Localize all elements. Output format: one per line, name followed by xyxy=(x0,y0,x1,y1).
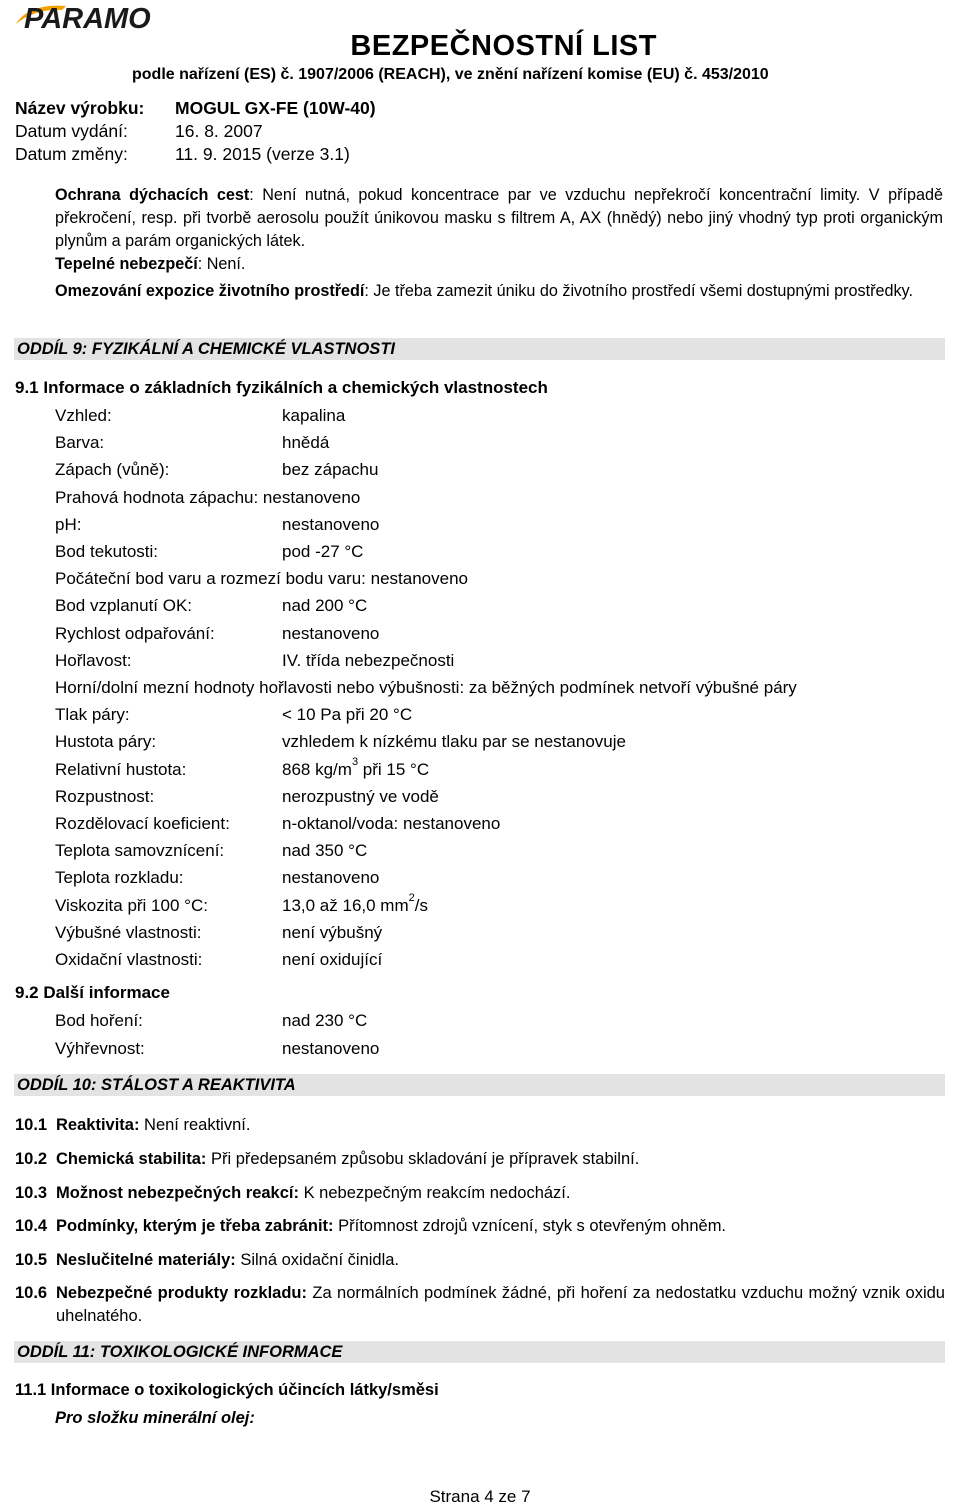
property-label: Prahová hodnota zápachu: nestanoveno xyxy=(55,487,361,507)
item-label: Nebezpečné produkty rozkladu: xyxy=(56,1284,307,1302)
thermal-hazard xyxy=(55,253,943,276)
environmental-exposure xyxy=(55,280,943,303)
property-value: nestanoveno xyxy=(282,1038,380,1058)
reactivity-item xyxy=(15,1148,945,1171)
property-label: Viskozita při 100 °C: xyxy=(55,895,208,915)
property-label: Zápach (vůně): xyxy=(55,460,170,480)
item-text: Přítomnost zdrojů vznícení, styk s otevřeným ohněm. xyxy=(333,1217,727,1235)
env-text: : Je třeba zamezit úniku do životního prostředí všemi dostupnými prostředky. xyxy=(364,282,913,300)
item-number: 10.4 xyxy=(15,1217,48,1235)
section-10-header: ODDÍL 10: STÁLOST A REAKTIVITA xyxy=(14,1074,945,1096)
reactivity-item xyxy=(15,1282,945,1328)
property-value: nad 350 °C xyxy=(282,841,368,861)
paramo-logo xyxy=(14,2,206,32)
item-number: 10.5 xyxy=(15,1251,48,1269)
property-label: Teplota samovznícení: xyxy=(55,841,225,861)
product-label: Název výrobku: xyxy=(15,98,145,118)
item-text: Za normálních podmínek žádné, při hoření za nedostatku vzduchu možný vznik oxidu uhelnatého. xyxy=(56,1284,945,1325)
item-text: Silná oxidační činidla. xyxy=(235,1251,400,1269)
property-label: Teplota rozkladu: xyxy=(55,868,184,888)
property-label: Výbušné vlastnosti: xyxy=(55,922,202,942)
item-label: Chemická stabilita: xyxy=(56,1150,207,1168)
env-label: Omezování expozice životního prostředí xyxy=(55,282,365,300)
property-value: IV. třída nebezpečnosti xyxy=(282,650,455,670)
thermal-text: : Není. xyxy=(197,255,246,273)
property-label: Tlak páry: xyxy=(55,705,130,725)
property-label: Počáteční bod varu a rozmezí bodu varu: nestanoveno xyxy=(55,569,468,589)
property-value: není oxidující xyxy=(282,950,383,969)
property-value: kapalina xyxy=(282,406,346,425)
property-value: 13,0 až 16,0 $mm^2/s$ xyxy=(282,891,428,915)
property-label: Horní/dolní mezní hodnoty hořlavosti nebo výbušnosti: za běžných podmínek netvoří výbušné páry xyxy=(55,678,797,697)
item-text: K nebezpečným reakcím nedochází. xyxy=(298,1184,571,1202)
item-text: Není reaktivní. xyxy=(139,1116,251,1134)
mineral-oil-note: Pro složku minerální olej: xyxy=(55,1409,255,1427)
property-label: Bod vzplanutí OK: xyxy=(55,596,193,616)
item-label: Podmínky, kterým je třeba zabránit: xyxy=(56,1217,334,1235)
item-number: 10.3 xyxy=(15,1184,48,1202)
thermal-label: Tepelné nebezpečí xyxy=(55,255,198,273)
item-label: Možnost nebezpečných reakcí: xyxy=(56,1184,299,1202)
page-number: Strana 4 ze 7 xyxy=(429,1487,531,1506)
product-value: MOGUL GX-FE (10W-40) xyxy=(175,98,376,118)
svg-text:PARAMO: PARAMO xyxy=(24,3,151,32)
property-value: nestanoveno xyxy=(282,623,380,643)
reactivity-item xyxy=(15,1114,945,1137)
property-label: pH: xyxy=(55,514,82,534)
document-title: BEZPEČNOSTNÍ LIST xyxy=(350,30,657,62)
property-value: vzhledem k nízkému tlaku par se nestanovuje xyxy=(282,732,626,752)
property-value: nerozpustný ve vodě xyxy=(282,786,439,806)
property-value: nestanoveno xyxy=(282,514,380,534)
property-value: pod -27 °C xyxy=(282,542,364,561)
reactivity-item xyxy=(15,1182,945,1205)
property-label: Hustota páry: xyxy=(55,732,157,752)
property-value: n-oktanol/voda: nestanoveno xyxy=(282,814,501,833)
issued-label: Datum vydání: xyxy=(15,121,128,141)
property-label: Barva: xyxy=(55,433,105,453)
property-label: Oxidační vlastnosti: xyxy=(55,950,203,969)
property-value: < 10 Pa při 20 °C xyxy=(282,705,413,725)
reactivity-item xyxy=(15,1249,945,1272)
issued-row xyxy=(15,121,263,142)
property-label: Rozpustnost: xyxy=(55,786,155,806)
property-value: nestanoveno xyxy=(282,868,380,888)
subsection-11-1: 11.1 Informace o toxikologických účincích látky/směsi xyxy=(15,1381,439,1399)
property-label: Relativní hustota: xyxy=(55,759,187,779)
subsection-9-1: 9.1 Informace o základních fyzikálních a chemických vlastnostech xyxy=(15,378,548,397)
item-number: 10.2 xyxy=(15,1150,48,1168)
changed-row xyxy=(15,144,350,165)
property-value: 868 $kg/m^3$ při 15 °C xyxy=(282,755,430,779)
property-value: bez zápachu xyxy=(282,460,379,480)
property-value: nad 200 °C xyxy=(282,596,368,616)
respiratory-text-1: : Není nutná, pokud koncentrace par ve vzduchu nepřekročí koncentrační limity. xyxy=(249,186,861,204)
section-9-header: ODDÍL 9: FYZIKÁLNÍ A CHEMICKÉ VLASTNOSTI xyxy=(14,338,945,360)
item-number: 10.1 xyxy=(15,1116,48,1134)
property-label: Rozdělovací koeficient: xyxy=(55,814,230,833)
property-label: Rychlost odpařování: xyxy=(55,623,215,643)
property-value: není výbušný xyxy=(282,922,383,942)
document-subtitle: podle nařízení (ES) č. 1907/2006 (REACH), ve znění nařízení komise (EU) č. 453/2010 xyxy=(132,66,769,83)
subsection-9-2: 9.2 Další informace xyxy=(15,983,170,1002)
item-text: Při předepsaném způsobu skladování je přípravek stabilní. xyxy=(206,1150,640,1168)
changed-label: Datum změny: xyxy=(15,144,128,164)
issued-value: 16. 8. 2007 xyxy=(175,121,263,141)
reactivity-item xyxy=(15,1215,945,1238)
item-label: Neslučitelné materiály: xyxy=(56,1251,236,1269)
respiratory-label: Ochrana dýchacích cest xyxy=(55,186,250,204)
respiratory-text-2: V případě překročení, resp. při tvorbě aerosolu použít únikovou masku s filtrem A, AX (hnědý) nebo jiný vhodný typ proti organickým plynům a parám organických látek. xyxy=(55,186,943,250)
property-label: Bod hoření: xyxy=(55,1011,143,1030)
property-label: Bod tekutosti: xyxy=(55,542,159,561)
item-label: Reaktivita: xyxy=(56,1116,140,1134)
property-label: Výhřevnost: xyxy=(55,1038,145,1058)
property-label: Vzhled: xyxy=(55,406,112,425)
changed-value: 11. 9. 2015 (verze 3.1) xyxy=(175,144,350,164)
section-11-header: ODDÍL 11: TOXIKOLOGICKÉ INFORMACE xyxy=(14,1341,945,1363)
item-number: 10.6 xyxy=(15,1284,48,1302)
property-value: hnědá xyxy=(282,433,330,453)
product-row xyxy=(15,98,376,119)
property-label: Hořlavost: xyxy=(55,650,132,670)
respiratory-protection xyxy=(55,184,943,253)
property-value: nad 230 °C xyxy=(282,1011,368,1030)
